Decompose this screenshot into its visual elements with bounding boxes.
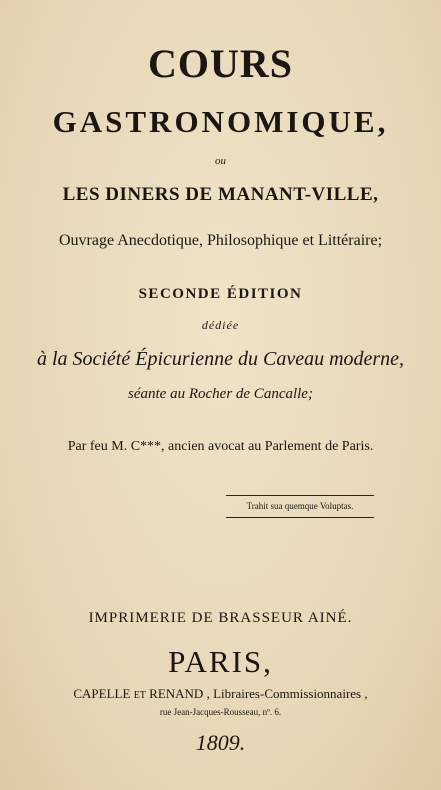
subtitle: Ouvrage Anecdotique, Philosophique et Littéraire; bbox=[58, 232, 383, 249]
year-line: 1809. bbox=[195, 730, 246, 755]
author-statement: Par feu M. C***, ancien avocat au Parlement de Paris. bbox=[67, 439, 374, 454]
publisher-et: ET bbox=[133, 690, 146, 701]
epigraph-bottom-rule bbox=[226, 517, 374, 518]
title-conjunction: ou bbox=[215, 155, 226, 167]
address-line: rue Jean-Jacques-Rousseau, nº. 6. bbox=[159, 707, 282, 717]
publisher-capelle: CAPELLE bbox=[73, 686, 131, 701]
dedication-dediee: dédiée bbox=[201, 318, 240, 332]
dedication-society: à la Société Épicurienne du Caveau moderne, bbox=[36, 348, 405, 370]
publishers-line bbox=[0, 686, 441, 702]
printer-line: IMPRIMERIE DE BRASSEUR AINÉ. bbox=[88, 610, 353, 626]
title-line-1: COURS bbox=[147, 41, 294, 86]
title-line-2: GASTRONOMIQUE, bbox=[52, 104, 389, 139]
edition-statement: SECONDE ÉDITION bbox=[138, 286, 303, 302]
city-line: PARIS, bbox=[168, 644, 273, 679]
title-line-3: LES DINERS DE MANANT-VILLE, bbox=[62, 184, 379, 205]
publisher-renand: RENAND , Libraires-Commissionnaires , bbox=[149, 686, 368, 701]
dedication-seat: séante au Rocher de Cancalle; bbox=[128, 386, 313, 402]
epigraph: Trahit sua quemque Voluptas. bbox=[246, 501, 354, 511]
epigraph-top-rule bbox=[226, 495, 374, 496]
